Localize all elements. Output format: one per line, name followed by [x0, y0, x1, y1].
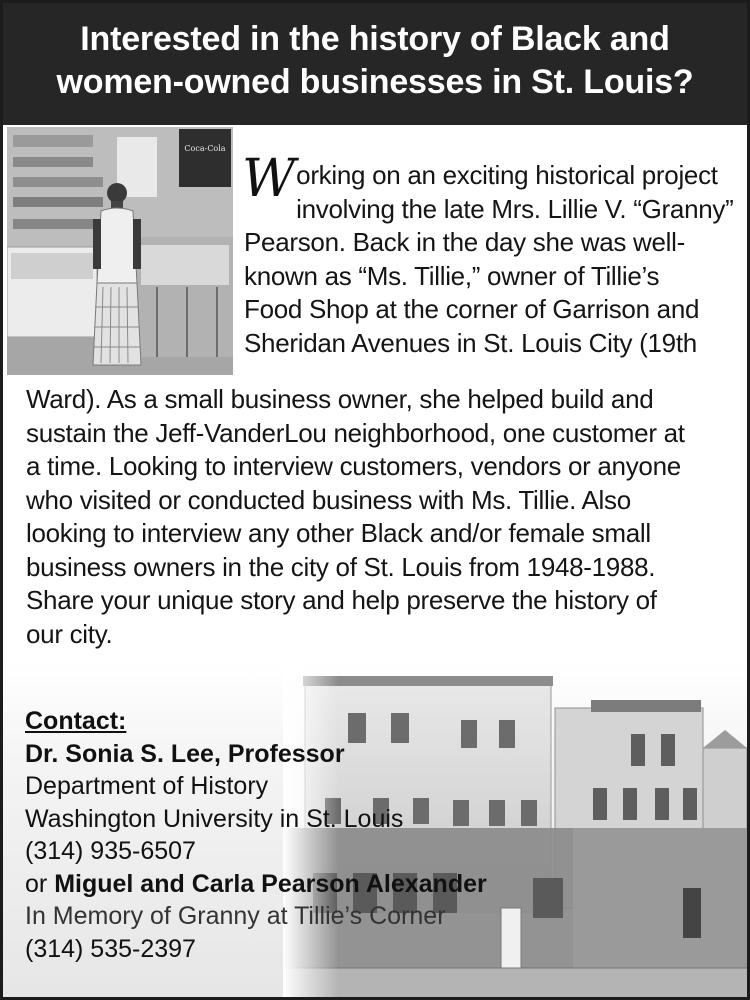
- body-line: our city.: [26, 618, 113, 649]
- memorial-line: In Memory of Granny at Tillie’s Corner: [25, 902, 446, 930]
- header-banner: [3, 3, 747, 125]
- body-line: known as “Ms. Tillie,” owner of Tillie’s: [244, 260, 660, 291]
- body-line: Food Shop at the corner of Garrison and: [244, 294, 700, 324]
- contact-name-secondary: Miguel and Carla Pearson Alexander: [54, 869, 487, 898]
- body-line: Share your unique story and help preserve the history of: [26, 585, 657, 615]
- body-line: orking on an exciting historical project: [296, 160, 718, 190]
- body-line: sustain the Jeff-VanderLou neighborhood, one customer at: [26, 417, 685, 448]
- body-line: a time. Looking to interview customers, vendors or anyone: [26, 451, 681, 481]
- shop-photo: [7, 127, 233, 375]
- contact-heading: Contact:: [25, 707, 127, 735]
- body-line: Sheridan Avenues in St. Louis City (19th: [244, 327, 697, 358]
- body-line: Ward). As a small business owner, she helped build and: [26, 384, 654, 414]
- body-line: looking to interview any other Black and/or female small: [26, 518, 651, 548]
- contact-block: [25, 705, 487, 965]
- body-paragraph: [26, 383, 741, 651]
- contact-name-primary: Dr. Sonia S. Lee, Professor: [25, 739, 345, 768]
- body-line: who visited or conducted business with Ms. Tillie. Also: [26, 484, 631, 515]
- body-line: business owners in the city of St. Louis from 1948-1988.: [26, 551, 656, 582]
- body-line: Pearson. Back in the day she was well-: [244, 227, 685, 257]
- body-line: involving the late Mrs. Lillie V. “Granny”: [296, 193, 734, 224]
- headline-line-1: Interested in the history of Black and: [80, 20, 670, 58]
- or-word: or: [25, 869, 48, 898]
- intro-paragraph: [242, 149, 744, 360]
- contact-department: Department of History: [25, 772, 269, 800]
- contact-alt-line: [25, 868, 487, 901]
- contact-phone-primary: (314) 935-6507: [25, 837, 196, 865]
- contact-university: Washington University in St. Louis: [25, 804, 404, 833]
- headline-line-2: women-owned businesses in St. Louis?: [56, 63, 694, 101]
- drop-cap: W: [242, 149, 296, 209]
- contact-phone-secondary: (314) 535-2397: [25, 934, 196, 963]
- cola-sign: Coca-Cola: [184, 144, 226, 153]
